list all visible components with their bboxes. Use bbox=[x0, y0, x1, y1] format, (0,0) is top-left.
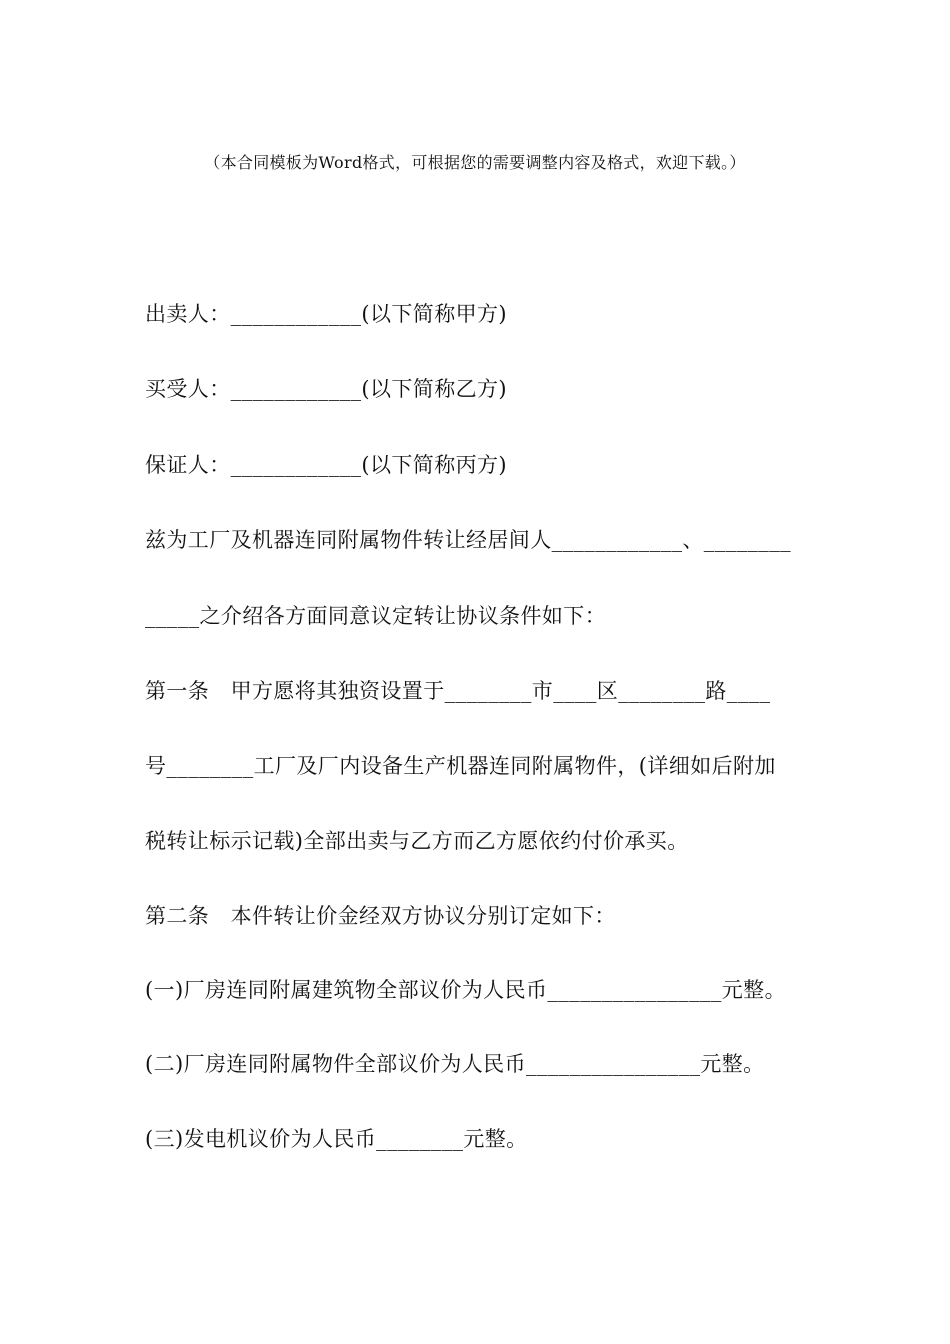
intro-line-1: 兹为工厂及机器连同附属物件转让经居间人____________、________ bbox=[145, 528, 791, 552]
article-1-line-2: 号________工厂及厂内设备生产机器连同附属物件，(详细如后附加 bbox=[145, 754, 776, 778]
price-item-3: (三)发电机议价为人民币________元整。 bbox=[145, 1127, 528, 1151]
price-item-1: (一)厂房连同附属建筑物全部议价为人民币________________元整。 bbox=[145, 978, 786, 1002]
article-1-line-3: 税转让标示记载)全部出卖与乙方而乙方愿依约付价承买。 bbox=[145, 829, 689, 853]
guarantor-line: 保证人：____________(以下简称丙方) bbox=[145, 453, 507, 477]
intro-line-2: _____之介绍各方面同意议定转让协议条件如下： bbox=[145, 604, 607, 628]
buyer-line: 买受人：____________(以下简称乙方) bbox=[145, 377, 507, 401]
template-note: （本合同模板为Word格式，可根据您的需要调整内容及格式，欢迎下载。） bbox=[204, 153, 746, 172]
price-item-2: (二)厂房连同附属物件全部议价为人民币________________元整。 bbox=[145, 1052, 765, 1076]
seller-line: 出卖人：____________(以下简称甲方) bbox=[145, 302, 507, 326]
article-2-line: 第二条 本件转让价金经双方协议分别订定如下： bbox=[145, 904, 616, 928]
article-1-line-1: 第一条 甲方愿将其独资设置于________市____区________路____ bbox=[145, 679, 771, 703]
